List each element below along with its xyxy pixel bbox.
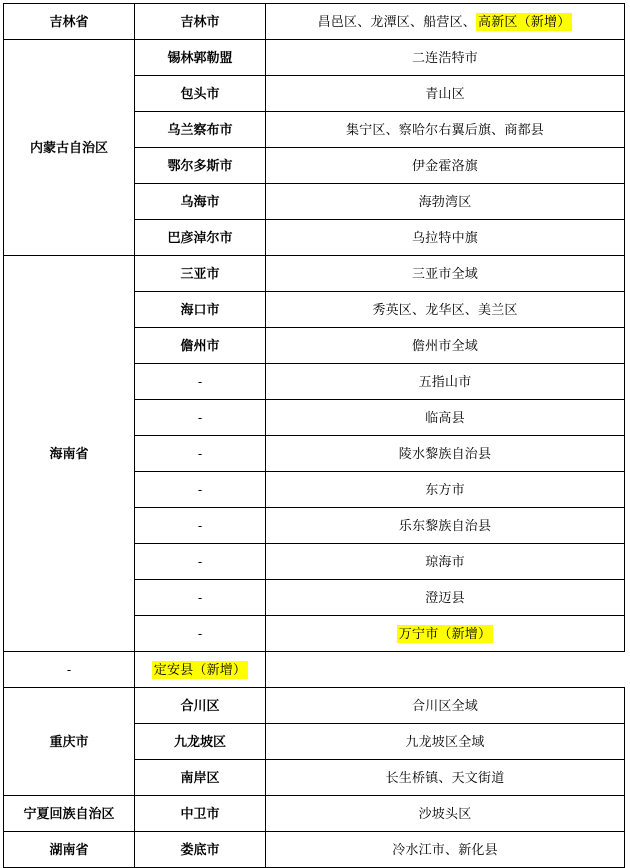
districts-cell <box>266 256 625 292</box>
districts-cell <box>266 400 625 436</box>
districts-cell <box>266 184 625 220</box>
districts-cell <box>266 796 625 832</box>
province-cell: 吉林省 <box>4 4 135 40</box>
city-cell: 合川区 <box>135 688 266 724</box>
districts-cell <box>266 292 625 328</box>
city-cell-empty: - <box>135 508 266 544</box>
city-cell-empty: - <box>135 580 266 616</box>
districts-cell <box>266 472 625 508</box>
city-cell: 中卫市 <box>135 796 266 832</box>
districts-cell <box>135 652 266 688</box>
document-page <box>0 3 630 857</box>
districts-cell <box>266 112 625 148</box>
districts-text: 乌拉特中旗 <box>411 229 478 245</box>
districts-text: 五指山市 <box>418 373 472 389</box>
districts-text: 昌邑区、龙潭区、船营区、 <box>317 13 476 29</box>
table-row <box>4 4 625 40</box>
districts-cell <box>266 148 625 184</box>
districts-cell <box>266 364 625 400</box>
districts-highlight-text: 高新区（新增） <box>478 13 571 29</box>
region-table <box>3 3 625 868</box>
city-cell: 三亚市 <box>135 256 266 292</box>
districts-cell <box>266 40 625 76</box>
districts-cell <box>266 76 625 112</box>
city-cell-empty: - <box>135 472 266 508</box>
districts-text: 沙坡头区 <box>418 805 472 821</box>
province-cell: 湖南省 <box>4 832 135 868</box>
city-cell: 鄂尔多斯市 <box>135 148 266 184</box>
districts-cell <box>266 220 625 256</box>
districts-cell <box>266 436 625 472</box>
districts-cell <box>266 4 625 40</box>
districts-text: 二连浩特市 <box>411 49 478 65</box>
city-cell: 乌兰察布市 <box>135 112 266 148</box>
city-cell: 乌海市 <box>135 184 266 220</box>
districts-cell <box>266 832 625 868</box>
city-cell-empty: - <box>4 652 135 688</box>
city-cell-empty: - <box>135 544 266 580</box>
districts-cell <box>266 724 625 760</box>
districts-cell <box>266 508 625 544</box>
province-cell: 海南省 <box>4 256 135 652</box>
city-cell: 娄底市 <box>135 832 266 868</box>
table-row <box>4 796 625 832</box>
districts-cell <box>266 328 625 364</box>
districts-text: 集宁区、察哈尔右翼后旗、商都县 <box>345 121 544 137</box>
districts-text: 九龙坡区全域 <box>405 733 485 749</box>
table-row <box>4 688 625 724</box>
city-cell-empty: - <box>135 400 266 436</box>
province-cell: 内蒙古自治区 <box>4 40 135 256</box>
districts-text: 三亚市全域 <box>411 265 478 281</box>
districts-text: 东方市 <box>425 481 465 497</box>
province-cell: 重庆市 <box>4 688 135 796</box>
city-cell-empty: - <box>135 436 266 472</box>
table-row <box>4 652 625 688</box>
districts-cell <box>266 760 625 796</box>
districts-cell <box>266 544 625 580</box>
province-cell: 宁夏回族自治区 <box>4 796 135 832</box>
city-cell: 九龙坡区 <box>135 724 266 760</box>
districts-text: 青山区 <box>425 85 465 101</box>
districts-text: 琼海市 <box>425 553 465 569</box>
city-cell-empty: - <box>135 616 266 652</box>
table-body <box>4 4 625 868</box>
table-row <box>4 256 625 292</box>
districts-text: 秀英区、龙华区、美兰区 <box>372 301 518 317</box>
districts-text: 冷水江市、新化县 <box>392 841 498 857</box>
city-cell: 锡林郭勒盟 <box>135 40 266 76</box>
table-row <box>4 832 625 868</box>
districts-text: 陵水黎族自治县 <box>398 445 492 461</box>
districts-cell <box>266 616 625 652</box>
city-cell: 巴彦淖尔市 <box>135 220 266 256</box>
city-cell: 儋州市 <box>135 328 266 364</box>
districts-highlight-text: 定安县（新增） <box>153 661 247 677</box>
districts-text: 临高县 <box>425 409 465 425</box>
districts-cell <box>266 688 625 724</box>
districts-cell <box>266 580 625 616</box>
districts-text: 澄迈县 <box>425 589 465 605</box>
districts-text: 合川区全域 <box>411 697 478 713</box>
city-cell: 包头市 <box>135 76 266 112</box>
city-cell-empty: - <box>135 364 266 400</box>
districts-text: 伊金霍洛旗 <box>411 157 478 173</box>
districts-text: 长生桥镇、天文街道 <box>385 769 505 785</box>
city-cell: 南岸区 <box>135 760 266 796</box>
districts-text: 乐东黎族自治县 <box>398 517 492 533</box>
table-row <box>4 40 625 76</box>
districts-text: 儋州市全域 <box>411 337 478 353</box>
city-cell: 海口市 <box>135 292 266 328</box>
districts-text: 海勃湾区 <box>418 193 472 209</box>
city-cell: 吉林市 <box>135 4 266 40</box>
districts-highlight-text: 万宁市（新增） <box>398 625 492 641</box>
